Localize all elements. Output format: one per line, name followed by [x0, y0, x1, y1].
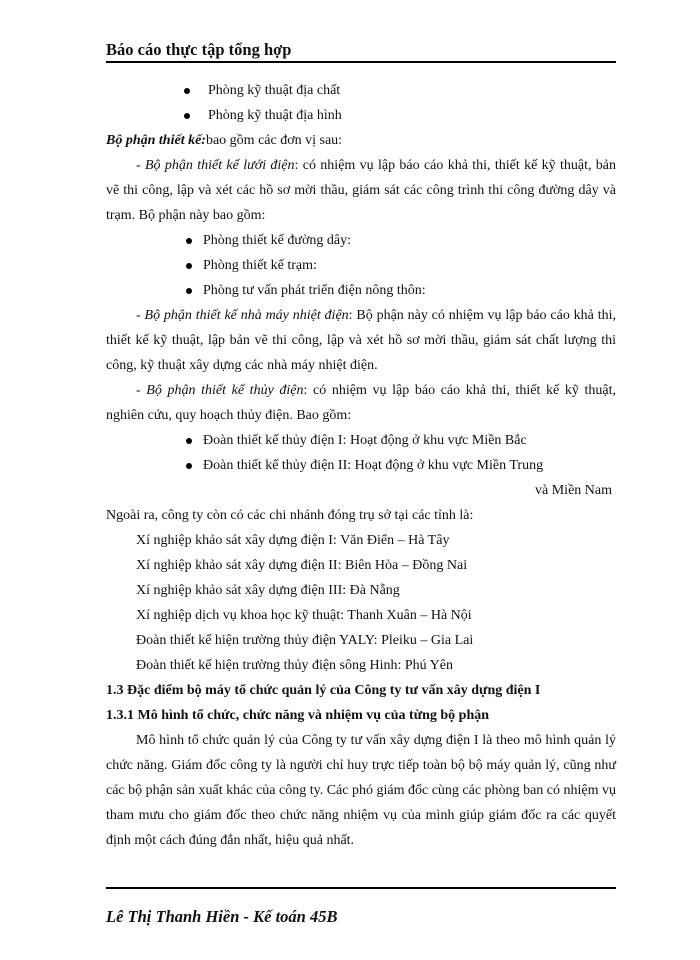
thermal-design-title: Bộ phận thiết kế nhà máy nhiệt điện: [144, 308, 349, 323]
list-item: [106, 103, 616, 128]
bullet-icon: [186, 438, 192, 444]
design-heading-label: Bộ phận thiết kế:: [106, 133, 206, 148]
list-item-text: Phòng thiết kế đường dây:: [203, 233, 351, 248]
header-rule: [106, 61, 616, 63]
grid-design-text: : có nhiệm vụ lập báo cáo khả thi, thiết kế kỹ thuật, bản vẽ thi công, lập và xét các hồ sơ mời thầu, giám sát các công trình thi công đường dây và trạm. Bộ phận này bao gồm:: [106, 158, 616, 223]
design-heading-rest: bao gồm các đơn vị sau:: [205, 133, 343, 148]
branch-item: Xí nghiệp khảo sát xây dựng điện II: Biên Hòa – Đồng Nai: [136, 558, 468, 573]
hydro-design-title: Bộ phận thiết kế thủy điện: [146, 383, 304, 398]
hydro-design-paragraph: [106, 378, 616, 428]
list-item-text: Phòng kỹ thuật địa hình: [208, 108, 342, 123]
branch-item: Đoàn thiết kế hiện trường thủy điện sông Hinh: Phú Yên: [136, 658, 453, 673]
section-heading-1-3-1: 1.3.1 Mô hình tổ chức, chức năng và nhiệm vụ của từng bộ phận: [106, 708, 490, 723]
bullet-icon: [186, 238, 192, 244]
thermal-design-text: : Bộ phận này có nhiệm vụ lập báo cáo khả thi, thiết kế kỹ thuật, lập bản vẽ thi công, lập và xét hồ sơ mời thầu, giám sát chất lượng thi công, kỹ thuật xây dựng các nhà máy nhiệt điện.: [106, 308, 616, 373]
list-item-text: Đoàn thiết kế thủy điện I: Hoạt động ở khu vực Miền Bắc: [203, 433, 527, 448]
bullet-icon: [184, 113, 190, 119]
design-heading: [106, 128, 616, 153]
closing-paragraph: Mô hình tổ chức quản lý của Công ty tư vấn xây dựng điện I là theo mô hình quản lý chức năng. Giám đốc công ty là người chỉ huy trực tiếp toàn bộ bộ máy quản lý, cũng như các bộ phận sản xuất khác của công ty. Các phó giám đốc cùng các phòng ban có nhiệm vụ tham mưu cho giám đốc theo chức năng nhiệm vụ của mình giúp giám đốc ra các quyết định một cách đúng đắn nhất, hiệu quả nhất.: [106, 733, 616, 848]
list-item: [106, 428, 616, 453]
branch-item: Xí nghiệp dịch vụ khoa học kỹ thuật: Thanh Xuân – Hà Nội: [136, 608, 472, 623]
list-item: [106, 228, 616, 253]
branch-item: Xí nghiệp khảo sát xây dựng điện III: Đà Nẵng: [136, 583, 400, 598]
grid-design-paragraph: [106, 153, 616, 228]
section-heading-1-3: 1.3 Đặc điểm bộ máy tổ chức quản lý của Công ty tư vấn xây dựng điện I: [106, 683, 541, 698]
bullet-icon: [186, 263, 192, 269]
grid-design-title: Bộ phận thiết kế lưới điện: [145, 158, 295, 173]
list-item: [106, 253, 616, 278]
hydro-design-text: : có nhiệm vụ lập báo cáo khả thi, thiết kế kỹ thuật, nghiên cứu, quy hoạch thủy điện. Bao gồm:: [106, 383, 616, 423]
list-item: [106, 453, 616, 478]
dash: -: [136, 383, 147, 398]
list-item: [106, 278, 616, 303]
bullet-icon: [184, 88, 190, 94]
list-item-text: Phòng thiết kế trạm:: [203, 258, 317, 273]
dash: -: [136, 308, 145, 323]
bullet-icon: [186, 463, 192, 469]
header-title: Báo cáo thực tập tổng hợp: [106, 40, 292, 59]
footer-author: Lê Thị Thanh Hiền - Kế toán 45B: [106, 907, 338, 926]
branch-item: Xí nghiệp khảo sát xây dựng điện I: Văn Điển – Hà Tây: [136, 533, 450, 548]
document-body: [106, 78, 616, 853]
dash: -: [136, 158, 145, 173]
list-item: [106, 78, 616, 103]
list-item-text: Phòng tư vấn phát triển điện nông thôn:: [203, 283, 426, 298]
list-item-continuation: và Miền Nam: [535, 483, 612, 498]
footer-rule: [106, 887, 616, 889]
bullet-icon: [186, 288, 192, 294]
branch-item: Đoàn thiết kế hiện trường thủy điện YALY: Pleiku – Gia Lai: [136, 633, 474, 648]
list-item-text: Đoàn thiết kế thủy điện II: Hoạt động ở khu vực Miền Trung: [203, 458, 544, 473]
list-item-text: Phòng kỹ thuật địa chất: [208, 83, 341, 98]
branches-intro: Ngoài ra, công ty còn có các chi nhánh đóng trụ sở tại các tỉnh là:: [106, 508, 474, 523]
thermal-design-paragraph: [106, 303, 616, 378]
